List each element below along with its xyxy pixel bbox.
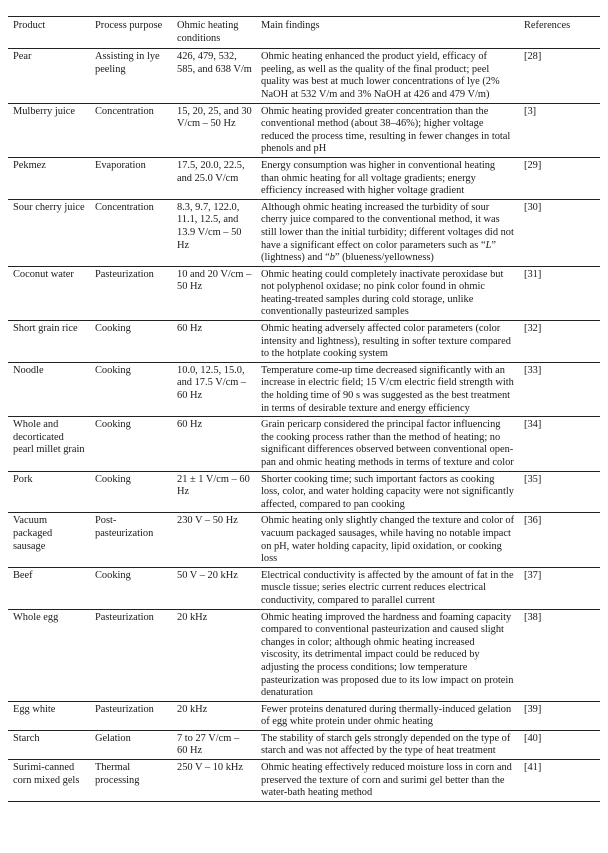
cell-purpose: Concentration xyxy=(90,103,172,157)
cell-conditions: 60 Hz xyxy=(172,417,256,471)
table-row xyxy=(8,103,600,157)
cell-product: Coconut water xyxy=(8,266,90,320)
cell-purpose: Gelation xyxy=(90,730,172,759)
header-row xyxy=(8,17,600,49)
cell-conditions: 21 ± 1 V/cm – 60 Hz xyxy=(172,471,256,513)
cell-reference: [40] xyxy=(519,730,600,759)
cell-reference: [30] xyxy=(519,199,600,266)
table-row xyxy=(8,199,600,266)
cell-reference: [28] xyxy=(519,49,600,103)
cell-purpose: Pasteurization xyxy=(90,609,172,701)
cell-conditions: 230 V – 50 Hz xyxy=(172,513,256,567)
cell-purpose: Cooking xyxy=(90,362,172,416)
table-row xyxy=(8,730,600,759)
cell-reference: [35] xyxy=(519,471,600,513)
header-product: Product xyxy=(8,17,90,49)
cell-findings: Grain pericarp considered the principal factor influencing the cooking process rather than the method of heating; no significant differences observed between conventional open-pan and ohmic heating methods in terms of texture and color xyxy=(256,417,519,471)
cell-findings: The stability of starch gels strongly depended on the type of starch and was not affected by the type of heat treatment xyxy=(256,730,519,759)
cell-purpose: Cooking xyxy=(90,321,172,363)
cell-product: Surimi-canned corn mixed gels xyxy=(8,760,90,802)
cell-purpose: Assisting in lye peeling xyxy=(90,49,172,103)
cell-purpose: Evaporation xyxy=(90,157,172,199)
cell-conditions: 7 to 27 V/cm – 60 Hz xyxy=(172,730,256,759)
cell-conditions: 10.0, 12.5, 15.0, and 17.5 V/cm – 60 Hz xyxy=(172,362,256,416)
lightness-symbol: L xyxy=(485,239,492,251)
findings-text: Although ohmic heating increased the turbidity of sour cherry juice compared to the conventional method, it was still lower than the initial turbidity; different voltages did not have a significant effect on color parameters such as “ xyxy=(261,201,514,251)
cell-purpose: Cooking xyxy=(90,417,172,471)
cell-reference: [29] xyxy=(519,157,600,199)
cell-purpose: Post-pasteurization xyxy=(90,513,172,567)
blueness-symbol: b xyxy=(329,252,335,264)
table-row xyxy=(8,417,600,471)
cell-conditions: 50 V – 20 kHz xyxy=(172,567,256,609)
cell-purpose: Concentration xyxy=(90,199,172,266)
cell-conditions: 17.5, 20.0, 22.5, and 25.0 V/cm xyxy=(172,157,256,199)
cell-findings: Shorter cooking time; such important factors as cooking loss, color, and water holding capacity were not significantly affected, compared to pan cooking xyxy=(256,471,519,513)
table-row xyxy=(8,513,600,567)
header-references: References xyxy=(519,17,600,49)
cell-purpose: Cooking xyxy=(90,567,172,609)
table-row xyxy=(8,760,600,802)
table-body xyxy=(8,49,600,802)
table-row xyxy=(8,266,600,320)
cell-findings: Temperature come-up time decreased significantly with an increase in electric field; 15 V/cm electric field strength with the holding time of 90 s was suggested as the best treatment in terms of desirable texture and energy efficiency xyxy=(256,362,519,416)
table-row xyxy=(8,362,600,416)
cell-findings: Ohmic heating enhanced the product yield, efficacy of peeling, as well as the quality of the final product; peel quality was best at much lower concentrations of lye (2% NaOH at 532 V/m and 3% NaOH at 426 and 479 V/m) xyxy=(256,49,519,103)
cell-findings: Ohmic heating provided greater concentration than the conventional method (about 38–46%); higher voltage reduced the process time, resulting in fewer changes in total phenols and pH xyxy=(256,103,519,157)
table-row xyxy=(8,157,600,199)
cell-purpose: Thermal processing xyxy=(90,760,172,802)
table-row xyxy=(8,321,600,363)
cell-findings: Ohmic heating adversely affected color parameters (color intensity and lightness), resulting in softer texture compared to the hotplate cooking system xyxy=(256,321,519,363)
cell-conditions: 20 kHz xyxy=(172,609,256,701)
findings-text: ” (blueness/yellowness) xyxy=(334,252,434,264)
cell-product: Vacuum packaged sausage xyxy=(8,513,90,567)
cell-reference: [34] xyxy=(519,417,600,471)
cell-product: Mulberry juice xyxy=(8,103,90,157)
cell-reference: [3] xyxy=(519,103,600,157)
cell-product: Whole egg xyxy=(8,609,90,701)
cell-product: Pear xyxy=(8,49,90,103)
cell-conditions: 8.3, 9.7, 122.0, 11.1, 12.5, and 13.9 V/cm – 50 Hz xyxy=(172,199,256,266)
cell-reference: [39] xyxy=(519,701,600,730)
cell-findings: Ohmic heating only slightly changed the texture and color of vacuum packaged sausages, while having no notable impact on pH, water holding capacity, lipid oxidation, or cooking loss xyxy=(256,513,519,567)
cell-findings: Ohmic heating effectively reduced moisture loss in corn and preserved the texture of corn and surimi gel better than the water-bath heating method xyxy=(256,760,519,802)
cell-reference: [41] xyxy=(519,760,600,802)
cell-reference: [32] xyxy=(519,321,600,363)
cell-conditions: 60 Hz xyxy=(172,321,256,363)
cell-product: Whole and decorticated pearl millet grain xyxy=(8,417,90,471)
cell-product: Sour cherry juice xyxy=(8,199,90,266)
table-row xyxy=(8,567,600,609)
ohmic-heating-table xyxy=(8,16,600,802)
cell-product: Egg white xyxy=(8,701,90,730)
cell-findings: Energy consumption was higher in conventional heating than ohmic heating for all voltage gradients; energy efficiency increased with higher voltage gradient xyxy=(256,157,519,199)
cell-reference: [31] xyxy=(519,266,600,320)
cell-purpose: Pasteurization xyxy=(90,266,172,320)
cell-product: Beef xyxy=(8,567,90,609)
cell-conditions: 10 and 20 V/cm – 50 Hz xyxy=(172,266,256,320)
cell-product: Pork xyxy=(8,471,90,513)
cell-product: Short grain rice xyxy=(8,321,90,363)
header-ohmic-conditions: Ohmic heating conditions xyxy=(172,17,256,49)
cell-product: Pekmez xyxy=(8,157,90,199)
table-header xyxy=(8,17,600,49)
cell-reference: [36] xyxy=(519,513,600,567)
cell-reference: [37] xyxy=(519,567,600,609)
cell-conditions: 20 kHz xyxy=(172,701,256,730)
cell-findings: Ohmic heating could completely inactivate peroxidase but not polyphenol oxidase; no pink color found in ohmic heating-treated samples during cold storage, unlike conventionally pasteurized samples xyxy=(256,266,519,320)
cell-findings: Ohmic heating improved the hardness and foaming capacity compared to conventional pasteurization and caused slight changes in color; although ohmic heating increased viscosity, its detrimental impact could be reduced by adjusting the process conditions; low temperature pasteurization was proposed due to its low impact on protein denaturation xyxy=(256,609,519,701)
header-process-purpose: Process purpose xyxy=(90,17,172,49)
table-row xyxy=(8,609,600,701)
table-row xyxy=(8,701,600,730)
findings-text: ” (lightness) and “ xyxy=(261,239,496,264)
table-row xyxy=(8,471,600,513)
cell-purpose: Pasteurization xyxy=(90,701,172,730)
cell-reference: [33] xyxy=(519,362,600,416)
cell-conditions: 426, 479, 532, 585, and 638 V/m xyxy=(172,49,256,103)
cell-product: Starch xyxy=(8,730,90,759)
cell-purpose: Cooking xyxy=(90,471,172,513)
table-row xyxy=(8,49,600,103)
cell-findings xyxy=(256,199,519,266)
cell-reference: [38] xyxy=(519,609,600,701)
cell-conditions: 250 V – 10 kHz xyxy=(172,760,256,802)
cell-findings: Electrical conductivity is affected by the amount of fat in the muscle tissue; series electric current reduces electrical conductivity, compared to parallel current xyxy=(256,567,519,609)
cell-product: Noodle xyxy=(8,362,90,416)
cell-findings: Fewer proteins denatured during thermally-induced gelation of egg white protein under ohmic heating xyxy=(256,701,519,730)
header-main-findings: Main findings xyxy=(256,17,519,49)
cell-conditions: 15, 20, 25, and 30 V/cm – 50 Hz xyxy=(172,103,256,157)
